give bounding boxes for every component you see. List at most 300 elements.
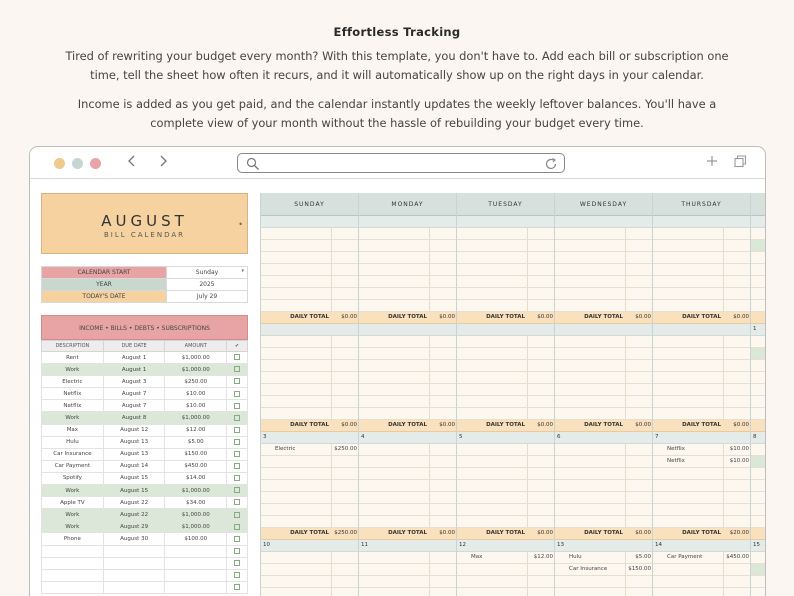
- calendar-cell[interactable]: [751, 264, 766, 276]
- ledger-amount[interactable]: $1,000.00: [165, 485, 227, 497]
- calendar-cell[interactable]: [653, 240, 750, 252]
- cell-divider: [429, 228, 430, 239]
- calendar-cell[interactable]: [359, 504, 456, 516]
- ledger-paid-cell[interactable]: [227, 412, 248, 424]
- calendar-cell[interactable]: [751, 564, 766, 576]
- calendar-cell[interactable]: [653, 336, 750, 348]
- calendar-cell[interactable]: [555, 468, 652, 480]
- calendar-cell[interactable]: [555, 444, 652, 456]
- calendar-cell[interactable]: [457, 336, 554, 348]
- calendar-cell[interactable]: [359, 456, 456, 468]
- calendar-cell[interactable]: [653, 588, 750, 596]
- calendar-cell[interactable]: [555, 480, 652, 492]
- ledger-paid-cell[interactable]: [227, 460, 248, 472]
- chevron-right-icon[interactable]: [158, 154, 168, 172]
- paid-checkbox[interactable]: [234, 391, 240, 397]
- dropdown-arrow-icon[interactable]: ▾: [241, 268, 244, 274]
- setting-value-field[interactable]: [167, 267, 248, 279]
- week-block: [653, 540, 750, 596]
- calendar-cell[interactable]: [751, 384, 766, 396]
- calendar-cell[interactable]: [653, 492, 750, 504]
- ledger-description[interactable]: Work: [42, 364, 104, 376]
- calendar-cell[interactable]: [261, 336, 358, 348]
- calendar-cell[interactable]: [359, 264, 456, 276]
- paid-checkbox[interactable]: [234, 366, 240, 372]
- ledger-row: [42, 545, 248, 557]
- ledger-amount[interactable]: $1,000.00: [165, 352, 227, 364]
- ledger-row: [42, 521, 248, 533]
- calendar-cell[interactable]: [261, 360, 358, 372]
- calendar-cell[interactable]: [751, 336, 766, 348]
- calendar-cell[interactable]: [457, 552, 554, 564]
- ledger-due-date[interactable]: August 7: [103, 388, 165, 400]
- daily-total-row: [555, 528, 652, 540]
- calendar-cell[interactable]: [261, 396, 358, 408]
- calendar-cell[interactable]: [457, 492, 554, 504]
- calendar-cell[interactable]: [555, 456, 652, 468]
- ledger-amount[interactable]: $250.00: [165, 376, 227, 388]
- paid-checkbox[interactable]: [234, 512, 240, 518]
- calendar-cell[interactable]: [653, 552, 750, 564]
- calendar-cell[interactable]: [751, 468, 766, 480]
- ledger-paid-cell[interactable]: [227, 472, 248, 484]
- calendar-cell[interactable]: [751, 588, 766, 596]
- ledger-amount[interactable]: $10.00: [165, 388, 227, 400]
- ledger-row: [42, 557, 248, 569]
- calendar-cell[interactable]: [555, 360, 652, 372]
- paid-checkbox[interactable]: [234, 463, 240, 469]
- ledger-amount[interactable]: $14.00: [165, 472, 227, 484]
- calendar-cell[interactable]: [457, 300, 554, 312]
- chevron-left-icon[interactable]: [127, 154, 137, 172]
- daily-total-value: $0.00: [439, 314, 455, 320]
- plus-icon[interactable]: [705, 154, 719, 172]
- calendar-cell[interactable]: [751, 576, 766, 588]
- date-number: 15: [753, 542, 760, 548]
- date-number: 12: [459, 542, 466, 548]
- ledger-due-date[interactable]: [103, 569, 165, 581]
- ledger-description[interactable]: [42, 557, 104, 569]
- week-block: [653, 216, 750, 324]
- calendar-cell[interactable]: [261, 564, 358, 576]
- ledger-description[interactable]: Car Insurance: [42, 448, 104, 460]
- ledger-due-date[interactable]: August 22: [103, 509, 165, 521]
- ledger-amount[interactable]: $12.00: [165, 424, 227, 436]
- ledger-description[interactable]: Work: [42, 485, 104, 497]
- calendar-cell[interactable]: [261, 456, 358, 468]
- calendar-cell[interactable]: [261, 504, 358, 516]
- ledger-amount[interactable]: $150.00: [165, 448, 227, 460]
- calendar-cell[interactable]: [457, 576, 554, 588]
- date-row: [751, 540, 766, 552]
- paid-checkbox[interactable]: [234, 378, 240, 384]
- calendar-cell[interactable]: [261, 348, 358, 360]
- calendar-cell[interactable]: [751, 288, 766, 300]
- calendar-cell[interactable]: [457, 264, 554, 276]
- calendar-cell[interactable]: [555, 552, 652, 564]
- settings-row: [42, 279, 248, 291]
- minimize-window-dot[interactable]: [72, 158, 83, 169]
- calendar-cell[interactable]: [751, 348, 766, 360]
- ledger-paid-cell[interactable]: [227, 569, 248, 581]
- ledger-amount[interactable]: $1,000.00: [165, 364, 227, 376]
- calendar-cell[interactable]: [653, 264, 750, 276]
- calendar-cell[interactable]: [751, 240, 766, 252]
- ledger-due-date[interactable]: [103, 581, 165, 593]
- calendar-cell[interactable]: [457, 348, 554, 360]
- ledger-due-date[interactable]: August 12: [103, 424, 165, 436]
- calendar-cell[interactable]: [261, 228, 358, 240]
- ledger-paid-cell[interactable]: [227, 497, 248, 509]
- calendar-cell[interactable]: [359, 564, 456, 576]
- ledger-amount[interactable]: [165, 557, 227, 569]
- cell-divider: [625, 444, 626, 455]
- calendar-cell[interactable]: [555, 336, 652, 348]
- calendar-cell[interactable]: [261, 444, 358, 456]
- daily-total-label: DAILY TOTAL: [584, 422, 623, 428]
- maximize-window-dot[interactable]: [90, 158, 101, 169]
- ledger-description[interactable]: Apple TV: [42, 497, 104, 509]
- ledger-row: [42, 581, 248, 593]
- calendar-cell[interactable]: [751, 444, 766, 456]
- calendar-cell[interactable]: [555, 396, 652, 408]
- calendar-cell[interactable]: [457, 396, 554, 408]
- calendar-cell[interactable]: [261, 264, 358, 276]
- calendar-cell[interactable]: [359, 372, 456, 384]
- calendar-cell[interactable]: [751, 360, 766, 372]
- calendar-cell[interactable]: [457, 444, 554, 456]
- calendar-cell[interactable]: [457, 276, 554, 288]
- date-row: [555, 216, 652, 228]
- calendar-cell[interactable]: [359, 588, 456, 596]
- ledger-paid-cell[interactable]: [227, 424, 248, 436]
- ledger-due-date[interactable]: [103, 557, 165, 569]
- ledger-description[interactable]: Hulu: [42, 436, 104, 448]
- ledger-description[interactable]: Electric: [42, 376, 104, 388]
- calendar-cell[interactable]: [359, 396, 456, 408]
- column-header-check: ✔: [227, 341, 248, 352]
- calendar-cell[interactable]: [457, 468, 554, 480]
- calendar-cell[interactable]: [261, 276, 358, 288]
- calendar-cell[interactable]: [261, 372, 358, 384]
- paid-checkbox[interactable]: [234, 427, 240, 433]
- calendar-cell[interactable]: [457, 360, 554, 372]
- calendar-cell[interactable]: [555, 252, 652, 264]
- calendar-cell[interactable]: [653, 348, 750, 360]
- calendar-cell[interactable]: [261, 492, 358, 504]
- paid-checkbox[interactable]: [234, 475, 240, 481]
- ledger-amount[interactable]: $1,000.00: [165, 509, 227, 521]
- ledger-due-date[interactable]: August 1: [103, 364, 165, 376]
- calendar-cell[interactable]: [653, 228, 750, 240]
- calendar-cell[interactable]: [359, 348, 456, 360]
- ledger-description[interactable]: [42, 581, 104, 593]
- calendar-cell[interactable]: [751, 276, 766, 288]
- ledger-amount[interactable]: $34.00: [165, 497, 227, 509]
- calendar-cell[interactable]: [555, 264, 652, 276]
- ledger-paid-cell[interactable]: [227, 364, 248, 376]
- ledger-description[interactable]: Max: [42, 424, 104, 436]
- calendar-cell[interactable]: [653, 408, 750, 420]
- calendar-cell[interactable]: [359, 300, 456, 312]
- date-number: 14: [655, 542, 662, 548]
- calendar-cell[interactable]: [555, 276, 652, 288]
- calendar-cell[interactable]: [261, 408, 358, 420]
- ledger-description[interactable]: [42, 569, 104, 581]
- calendar-cell[interactable]: [751, 456, 766, 468]
- ledger-amount[interactable]: $1,000.00: [165, 412, 227, 424]
- daily-total-value: $0.00: [537, 422, 553, 428]
- ledger-paid-cell[interactable]: [227, 388, 248, 400]
- calendar-cell[interactable]: [653, 480, 750, 492]
- setting-value-field[interactable]: [167, 291, 248, 303]
- calendar-cell[interactable]: [359, 360, 456, 372]
- calendar-cell[interactable]: [555, 228, 652, 240]
- calendar-cell[interactable]: [653, 396, 750, 408]
- paid-checkbox[interactable]: [234, 487, 240, 493]
- ledger-description[interactable]: Spotify: [42, 472, 104, 484]
- calendar-cell[interactable]: [457, 252, 554, 264]
- paid-checkbox[interactable]: [234, 572, 240, 578]
- ledger-amount[interactable]: [165, 569, 227, 581]
- calendar-cell[interactable]: [751, 516, 766, 528]
- calendar-cell[interactable]: [359, 576, 456, 588]
- calendar-cell[interactable]: [653, 564, 750, 576]
- ledger-amount[interactable]: $1,000.00: [165, 521, 227, 533]
- calendar-cell[interactable]: [653, 384, 750, 396]
- calendar-cell[interactable]: [261, 480, 358, 492]
- calendar-cell[interactable]: [653, 456, 750, 468]
- address-bar[interactable]: [237, 153, 565, 173]
- calendar-cell[interactable]: [457, 288, 554, 300]
- ledger-due-date[interactable]: August 14: [103, 460, 165, 472]
- week-block: [751, 540, 766, 596]
- calendar-cell[interactable]: [359, 240, 456, 252]
- calendar-cell[interactable]: [261, 552, 358, 564]
- copy-icon[interactable]: [733, 154, 747, 172]
- ledger-description[interactable]: Netflix: [42, 400, 104, 412]
- ledger-description[interactable]: Work: [42, 521, 104, 533]
- calendar-cell[interactable]: [653, 300, 750, 312]
- calendar-cell[interactable]: [457, 588, 554, 596]
- calendar-cell[interactable]: [359, 480, 456, 492]
- calendar-cell[interactable]: [457, 228, 554, 240]
- calendar-cell[interactable]: [555, 300, 652, 312]
- calendar-cell[interactable]: [653, 288, 750, 300]
- calendar-cell[interactable]: [555, 504, 652, 516]
- paid-checkbox[interactable]: [234, 403, 240, 409]
- date-number: 6: [557, 434, 561, 440]
- calendar-cell[interactable]: [359, 276, 456, 288]
- calendar-cell[interactable]: [653, 360, 750, 372]
- calendar-cell[interactable]: [653, 252, 750, 264]
- paid-checkbox[interactable]: [234, 524, 240, 530]
- ledger-due-date[interactable]: August 29: [103, 521, 165, 533]
- ledger-paid-cell[interactable]: [227, 376, 248, 388]
- ledger-due-date[interactable]: August 8: [103, 412, 165, 424]
- calendar-cell[interactable]: [261, 288, 358, 300]
- ledger-amount[interactable]: [165, 545, 227, 557]
- ledger-paid-cell[interactable]: [227, 448, 248, 460]
- ledger-amount[interactable]: $5.00: [165, 436, 227, 448]
- calendar-cell[interactable]: [555, 408, 652, 420]
- day-header: SUNDAY: [261, 193, 358, 216]
- calendar-cell[interactable]: [457, 456, 554, 468]
- calendar-cell[interactable]: [751, 228, 766, 240]
- cell-divider: [723, 228, 724, 239]
- calendar-cell[interactable]: [555, 384, 652, 396]
- ledger-amount[interactable]: $450.00: [165, 460, 227, 472]
- calendar-cell[interactable]: [359, 336, 456, 348]
- calendar-cell[interactable]: [359, 408, 456, 420]
- calendar-cell[interactable]: [261, 576, 358, 588]
- calendar-cell[interactable]: [359, 252, 456, 264]
- paid-checkbox[interactable]: [234, 560, 240, 566]
- calendar-cell[interactable]: [555, 288, 652, 300]
- calendar-cell[interactable]: [555, 240, 652, 252]
- calendar-cell[interactable]: [261, 468, 358, 480]
- calendar-cell[interactable]: [751, 408, 766, 420]
- calendar-cell[interactable]: [653, 576, 750, 588]
- calendar-cell[interactable]: [751, 372, 766, 384]
- calendar-cell[interactable]: [751, 252, 766, 264]
- calendar-cell[interactable]: [751, 492, 766, 504]
- ledger-due-date[interactable]: [103, 545, 165, 557]
- daily-total-row: [653, 528, 750, 540]
- ledger-paid-cell[interactable]: [227, 352, 248, 364]
- ledger-due-date[interactable]: August 30: [103, 533, 165, 545]
- cell-divider: [625, 264, 626, 275]
- date-row: [457, 540, 554, 552]
- calendar-cell[interactable]: [261, 240, 358, 252]
- cell-divider: [723, 492, 724, 503]
- calendar-cell[interactable]: [555, 372, 652, 384]
- calendar-cell[interactable]: [555, 492, 652, 504]
- setting-value-field[interactable]: [167, 279, 248, 291]
- calendar-cell[interactable]: [359, 384, 456, 396]
- calendar-cell[interactable]: [261, 588, 358, 596]
- ledger-due-date[interactable]: August 13: [103, 448, 165, 460]
- daily-total-row: [359, 312, 456, 324]
- ledger-amount[interactable]: $100.00: [165, 533, 227, 545]
- ledger-paid-cell[interactable]: [227, 545, 248, 557]
- calendar-cell[interactable]: [359, 492, 456, 504]
- ledger-due-date[interactable]: August 7: [103, 400, 165, 412]
- calendar-cell[interactable]: [653, 276, 750, 288]
- calendar-cell[interactable]: [653, 468, 750, 480]
- calendar-cell[interactable]: [359, 468, 456, 480]
- ledger-description[interactable]: Netflix: [42, 388, 104, 400]
- calendar-cell[interactable]: [751, 480, 766, 492]
- calendar-cell[interactable]: [457, 516, 554, 528]
- paid-checkbox[interactable]: [234, 584, 240, 590]
- ledger-description[interactable]: [42, 545, 104, 557]
- calendar-cell[interactable]: [751, 552, 766, 564]
- week-block: [457, 432, 554, 540]
- cell-divider: [331, 588, 332, 596]
- calendar-cell[interactable]: [457, 564, 554, 576]
- calendar-cell[interactable]: [555, 588, 652, 596]
- calendar-cell[interactable]: [359, 444, 456, 456]
- calendar-cell[interactable]: [359, 288, 456, 300]
- calendar-cell[interactable]: [359, 516, 456, 528]
- paid-checkbox[interactable]: [234, 439, 240, 445]
- reload-icon[interactable]: [544, 156, 558, 175]
- ledger-due-date[interactable]: August 3: [103, 376, 165, 388]
- paid-checkbox[interactable]: [234, 548, 240, 554]
- cell-divider: [429, 252, 430, 263]
- ledger-due-date[interactable]: August 13: [103, 436, 165, 448]
- calendar-cell[interactable]: [261, 384, 358, 396]
- calendar-cell[interactable]: [653, 444, 750, 456]
- paid-checkbox[interactable]: [234, 536, 240, 542]
- calendar-cell[interactable]: [359, 228, 456, 240]
- close-window-dot[interactable]: [54, 158, 65, 169]
- ledger-paid-cell[interactable]: [227, 509, 248, 521]
- week-block: [457, 216, 554, 324]
- ledger-due-date[interactable]: August 22: [103, 497, 165, 509]
- ledger-due-date[interactable]: August 1: [103, 352, 165, 364]
- calendar-cell[interactable]: [555, 576, 652, 588]
- calendar-cell[interactable]: [555, 516, 652, 528]
- calendar-cell[interactable]: [261, 516, 358, 528]
- settings-table: [41, 266, 248, 303]
- paid-checkbox[interactable]: [234, 451, 240, 457]
- calendar-cell[interactable]: [751, 300, 766, 312]
- paid-checkbox[interactable]: [234, 354, 240, 360]
- calendar-cell[interactable]: [457, 372, 554, 384]
- ledger-due-date[interactable]: August 15: [103, 472, 165, 484]
- date-row: [751, 432, 766, 444]
- calendar-cell[interactable]: [555, 348, 652, 360]
- calendar-cell[interactable]: [751, 396, 766, 408]
- daily-total-label: DAILY TOTAL: [584, 530, 623, 536]
- ledger-description[interactable]: Phone: [42, 533, 104, 545]
- ledger-paid-cell[interactable]: [227, 533, 248, 545]
- calendar-cell[interactable]: [751, 504, 766, 516]
- calendar-cell[interactable]: [555, 564, 652, 576]
- paid-checkbox[interactable]: [234, 415, 240, 421]
- calendar-cell[interactable]: [261, 300, 358, 312]
- ledger-due-date[interactable]: August 15: [103, 485, 165, 497]
- ledger-paid-cell[interactable]: [227, 521, 248, 533]
- calendar-cell[interactable]: [457, 480, 554, 492]
- paid-checkbox[interactable]: [234, 499, 240, 505]
- ledger-row: [42, 497, 248, 509]
- calendar-cell[interactable]: [457, 384, 554, 396]
- ledger-paid-cell[interactable]: [227, 557, 248, 569]
- calendar-cell[interactable]: [653, 372, 750, 384]
- ledger-description[interactable]: Rent: [42, 352, 104, 364]
- calendar-cell[interactable]: [359, 552, 456, 564]
- calendar-cell[interactable]: [653, 504, 750, 516]
- ledger-amount[interactable]: [165, 581, 227, 593]
- calendar-cell[interactable]: [457, 408, 554, 420]
- calendar-cell[interactable]: [261, 252, 358, 264]
- ledger-amount[interactable]: $10.00: [165, 400, 227, 412]
- calendar-cell[interactable]: [653, 516, 750, 528]
- calendar-cell[interactable]: [457, 504, 554, 516]
- ledger-paid-cell[interactable]: [227, 581, 248, 593]
- calendar-cell[interactable]: [457, 240, 554, 252]
- ledger-paid-cell[interactable]: [227, 485, 248, 497]
- ledger-description[interactable]: Work: [42, 412, 104, 424]
- ledger-paid-cell[interactable]: [227, 400, 248, 412]
- ledger-paid-cell[interactable]: [227, 436, 248, 448]
- date-row: [457, 216, 554, 228]
- ledger-description[interactable]: Work: [42, 509, 104, 521]
- ledger-description[interactable]: Car Payment: [42, 460, 104, 472]
